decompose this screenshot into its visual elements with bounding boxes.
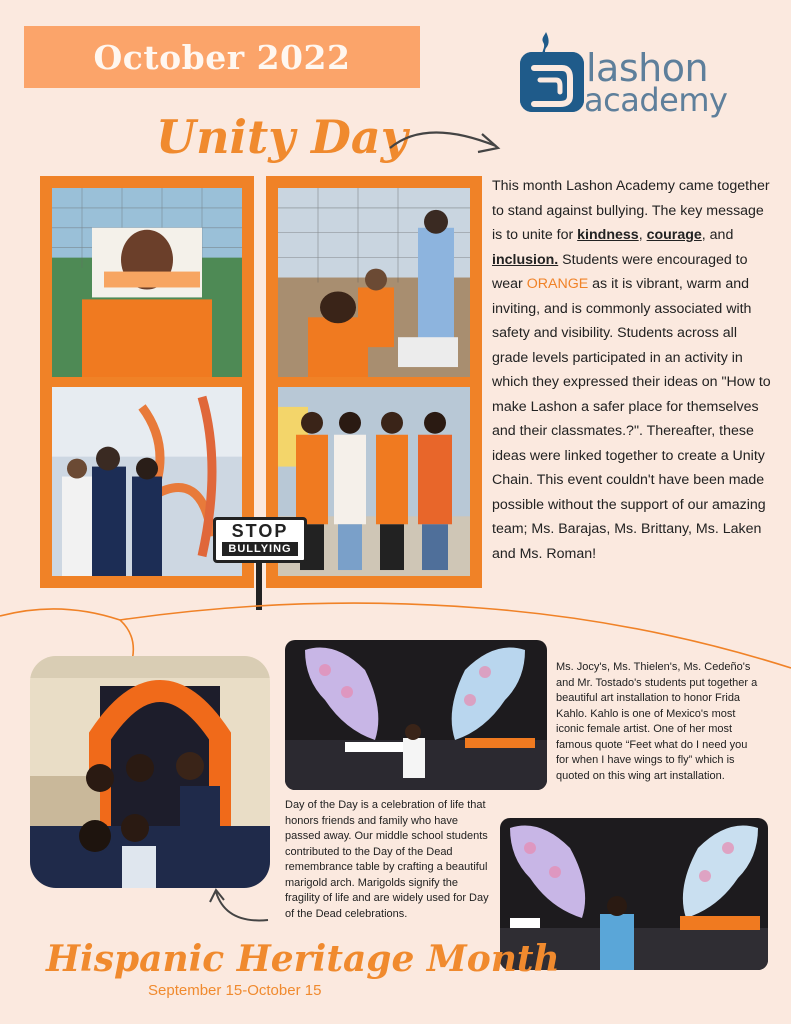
unity-text-intro: This month Lashon Academy came together to stand against bullying. The key message is to unite for bbox=[492, 178, 770, 243]
stop-bullying-sign bbox=[213, 517, 307, 563]
keyword-kindness: kindness bbox=[577, 227, 639, 243]
photo-student-smiling bbox=[52, 188, 242, 377]
unity-day-description bbox=[492, 174, 774, 566]
separator: , bbox=[638, 227, 647, 243]
photo-day-of-dead-arch bbox=[30, 656, 270, 888]
logo-mark-icon bbox=[520, 52, 584, 112]
stop-sign-line2: BULLYING bbox=[222, 542, 298, 556]
hispanic-heritage-month-title: Hispanic Heritage Month bbox=[46, 938, 560, 980]
keyword-orange: ORANGE bbox=[526, 276, 589, 292]
separator: , and bbox=[701, 227, 734, 243]
unity-day-title: Unity Day bbox=[156, 110, 408, 164]
photo-students-activity bbox=[278, 188, 470, 377]
day-of-dead-caption: Day of the Day is a celebration of life that honors friends and family who have passed away. Our middle school students contributed to the Day of the Dead remembrance table by crafting a beautiful marigold arch. Marigolds signify the fragility of life and are widely used for Day of the Dead celebrations. bbox=[285, 799, 489, 920]
date-banner bbox=[24, 26, 420, 88]
curved-arrow-up-icon bbox=[206, 884, 276, 928]
logo-word-lashon: lashon bbox=[586, 46, 709, 90]
keyword-courage: courage bbox=[646, 227, 702, 243]
curved-arrow-icon bbox=[386, 120, 510, 168]
keyword-inclusion: inclusion. bbox=[492, 251, 559, 268]
lashon-academy-logo bbox=[520, 32, 755, 122]
flame-icon bbox=[537, 32, 551, 58]
unity-text-wear: Students were encouraged to wear bbox=[492, 251, 748, 292]
logo-word-academy: academy bbox=[584, 81, 728, 119]
stop-sign-line1: STOP bbox=[231, 521, 289, 541]
hispanic-heritage-month-dates: September 15-October 15 bbox=[148, 982, 322, 999]
unity-text-body: as it is vibrant, warm and inviting, and is commonly associated with safety and visibility. Students across all grade levels participated in an activity in which they expressed their ideas on "How to make Lashon a safer place for themselves and their classmates.?". Thereafter, these ideas were linked together to create a Unity Chain. This event couldn't have been made possible without the support of our amazing team; Ms. Barajas, Ms. Brittany, Ms. Laken and Ms. Roman! bbox=[492, 276, 771, 562]
date-title: October 2022 bbox=[93, 37, 351, 77]
frida-kahlo-caption: Ms. Jocy's, Ms. Thielen's, Ms. Cedeño's and Mr. Tostado's students put together a beautiful art installation to honor Frida Kahlo. Kahlo is one of Mexico's most iconic female artist. One of her most famous quote “Feet what do I need you for when I have wings to fly” which is quoted on this wing art installation. bbox=[556, 661, 758, 782]
photo-wings-installation-1 bbox=[285, 640, 547, 790]
